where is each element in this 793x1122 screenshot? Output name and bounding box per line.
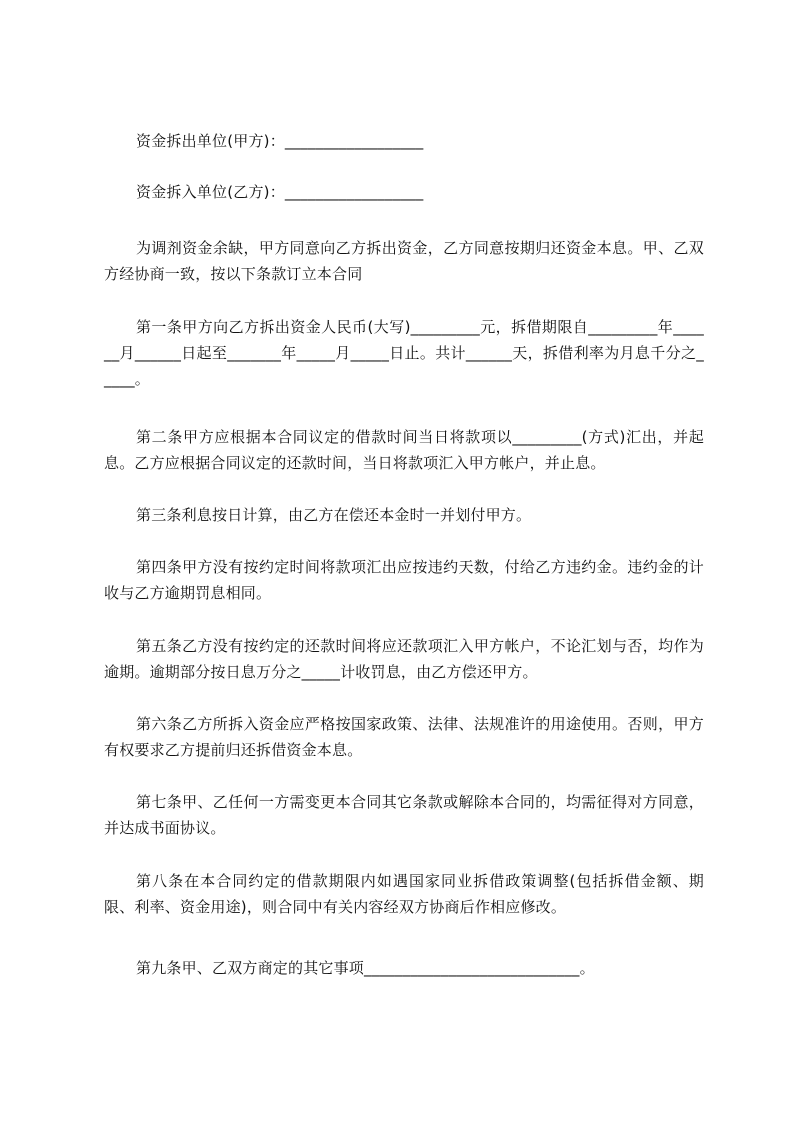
article-2: 第二条甲方应根据本合同议定的借款时间当日将款项以_________(方式)汇出，并起息。乙方应根据合同议定的还款时间，当日将款项汇入甲方帐户，并止息。 xyxy=(104,428,704,472)
intro-paragraph: 为调剂资金余缺，甲方同意向乙方拆出资金，乙方同意按期归还资金本息。甲、乙双方经协商一致，按以下条款订立本合同 xyxy=(104,239,704,283)
article-9: 第九条甲、乙双方商定的其它事项____________________________。 xyxy=(136,959,595,977)
article-7: 第七条甲、乙任何一方需变更本合同其它条款或解除本合同的，均需征得对方同意，并达成书面协议。 xyxy=(104,793,704,837)
article-8: 第八条在本合同约定的借款期限内如遇国家同业拆借政策调整(包括拆借金额、期限、利率、资金用途)，则合同中有关内容经双方协商后作相应修改。 xyxy=(104,872,704,916)
article-5: 第五条乙方没有按约定的还款时间将应还款项汇入甲方帐户，不论汇划与否，均作为逾期。逾期部分按日息万分之_____计收罚息，由乙方偿还甲方。 xyxy=(104,637,704,681)
party-b-line: 资金拆入单位(乙方)：__________________ xyxy=(136,183,424,201)
article-6: 第六条乙方所拆入资金应严格按国家政策、法律、法规准许的用途使用。否则，甲方有权要求乙方提前归还拆借资金本息。 xyxy=(104,715,704,759)
party-a-line: 资金拆出单位(甲方)：__________________ xyxy=(136,132,424,150)
article-3: 第三条利息按日计算，由乙方在偿还本金时一并划付甲方。 xyxy=(136,506,532,524)
article-1: 第一条甲方向乙方拆出资金人民币(大写)_________元，拆借期限自_________年______月______日起至_______年_____月_____日止。共计______天，拆借利率为月息千分之_____。 xyxy=(104,318,704,388)
article-4: 第四条甲方没有按约定时间将款项汇出应按违约天数，付给乙方违约金。违约金的计收与乙方逾期罚息相同。 xyxy=(104,558,704,602)
